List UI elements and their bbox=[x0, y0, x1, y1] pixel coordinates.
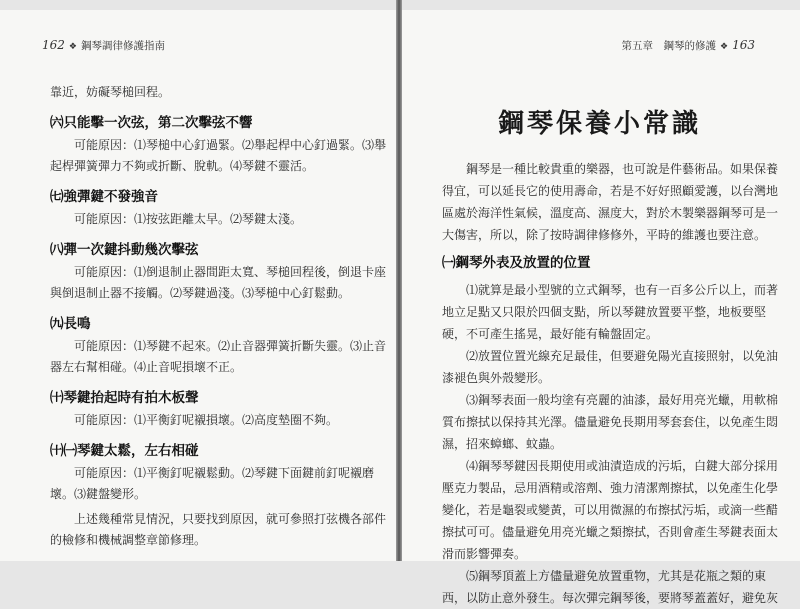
section-heading: ㈩琴鍵抬起時有拍木板聲 bbox=[50, 390, 199, 406]
ornament-icon: ❖ bbox=[68, 42, 77, 52]
section-heading: ㈧彈一次鍵抖動幾次擊弦 bbox=[50, 242, 199, 258]
list-item-line: 硬，不可產生搖晃，最好能有輪盤固定。 bbox=[442, 327, 659, 341]
list-item-line: ⑵放置位置光線充足最佳，但要避免陽光直接照射，以免油 bbox=[466, 349, 779, 363]
section-heading: ㈦強彈鍵不發強音 bbox=[50, 189, 158, 205]
paragraph-line: 壞。⑶鍵盤變形。 bbox=[50, 487, 147, 501]
list-item-line: 壓克力製品，忌用酒精或溶劑、強力清潔劑擦拭，以免產生化學 bbox=[442, 481, 779, 495]
paragraph-line: 可能原因：⑴倒退制止器間距太寬、琴槌回程後，倒退卡座 bbox=[74, 265, 387, 279]
list-item-line: 漆褪色與外殼變形。 bbox=[442, 371, 551, 385]
intro-line: 靠近，妨礙琴槌回程。 bbox=[50, 85, 171, 99]
list-item-line: ⑴就算是最小型號的立式鋼琴，也有一百多公斤以上，而著 bbox=[466, 283, 779, 297]
list-item-line: ⑷鋼琴琴鍵因長期使用或油漬造成的污垢，白鍵大部分採用 bbox=[466, 459, 779, 473]
right-page bbox=[402, 10, 800, 605]
list-item-line: 西，以防止意外發生。每次彈完鋼琴後，要將琴蓋蓋好，避免灰 bbox=[442, 591, 779, 605]
list-item-line: ⑸鋼琴頂蓋上方儘量避免放置重物，尤其是花瓶之類的東 bbox=[466, 569, 767, 583]
left-page-header bbox=[42, 38, 165, 53]
running-title: 鋼琴調律修護指南 bbox=[80, 40, 165, 52]
left-page bbox=[0, 10, 396, 561]
list-item-line: 擦拭可可。儘量避免用亮光蠟之類擦拭，否則會產生琴鍵表面太 bbox=[442, 525, 779, 539]
right-page-number: 163 bbox=[732, 38, 755, 52]
list-item-line: ⑶鋼琴表面一般均塗有亮麗的油漆，最好用亮光蠟，用軟棉 bbox=[466, 393, 779, 407]
chapter-label: 第五章 鋼琴的修護 bbox=[621, 40, 717, 52]
article-title: 鋼琴保養小常識 bbox=[497, 109, 701, 139]
list-item-line: 質布擦拭以保持其光澤。儘量避免長期用琴套套住，以免產生悶 bbox=[442, 415, 779, 429]
paragraph-line: 可能原因：⑴平衡釘呢襯鬆動。⑵琴鍵下面鍵前釘呢襯磨 bbox=[74, 466, 375, 480]
left-page-body bbox=[50, 82, 387, 551]
paragraph-line: 可能原因：⑴平衡釘呢襯損壞。⑵高度墊圈不夠。 bbox=[74, 413, 339, 427]
closing-line: 的檢修和機械調整章節修理。 bbox=[50, 533, 207, 547]
left-page-number: 162 bbox=[42, 38, 65, 52]
paragraph-line: 器左右幫相碰。⑷止音呢損壞不正。 bbox=[50, 360, 243, 374]
section-heading: ㈩㈠琴鍵太鬆，左右相碰 bbox=[50, 443, 199, 459]
list-item-line: 滑而影響彈奏。 bbox=[442, 547, 527, 561]
list-item-line: 濕，招來蟑螂、蚊蟲。 bbox=[442, 437, 563, 451]
paragraph-line: 與倒退制止器不接觸。⑵琴鍵過淺。⑶琴槌中心釘鬆動。 bbox=[50, 286, 351, 300]
right-page-body bbox=[442, 90, 779, 609]
closing-line: 上述幾種常見情況，只要找到原因，就可參照打弦機各部件 bbox=[74, 512, 387, 526]
paragraph-line: 可能原因：⑴琴槌中心釘過緊。⑵舉起桿中心釘過緊。⑶舉 bbox=[74, 138, 387, 152]
ornament-icon: ❖ bbox=[720, 42, 729, 52]
intro-line: 得宜，可以延長它的使用壽命，若是不好好照顧愛護，以台灣地 bbox=[442, 184, 779, 198]
section-heading: ㈨長鳴 bbox=[50, 316, 91, 332]
intro-line: 大傷害，所以，除了按時調律修修外，平時的維護也要注意。 bbox=[442, 228, 767, 242]
intro-line: 鋼琴是一種比較貴重的樂器，也可說是件藝術品。如果保養 bbox=[466, 162, 779, 176]
section-heading: ㈠鋼琴外表及放置的位置 bbox=[442, 255, 591, 271]
paragraph-line: 起桿彈簧彈力不夠或折斷、脫軌。⑷琴鍵不靈活。 bbox=[50, 159, 315, 173]
list-item-line: 變化，若是龜裂或變黃，可以用微濕的布擦拭污垢，或滴一些醋 bbox=[442, 503, 779, 517]
section-heading: ㈥只能擊一次弦，第二次擊弦不響 bbox=[50, 115, 253, 131]
list-item-line: 地立足點又只限於四個支點，所以琴鍵放置要平整，地板要堅 bbox=[442, 305, 767, 319]
paragraph-line: 可能原因：⑴琴鍵不起來。⑵止音器彈簧折斷失靈。⑶止音 bbox=[74, 339, 387, 353]
paragraph-line: 可能原因：⑴按弦距離太早。⑵琴鍵太淺。 bbox=[74, 212, 303, 226]
right-page-header bbox=[622, 38, 755, 53]
intro-line: 區處於海洋性氣候，溫度高、濕度大，對於木製樂器鋼琴可是一 bbox=[442, 206, 779, 220]
